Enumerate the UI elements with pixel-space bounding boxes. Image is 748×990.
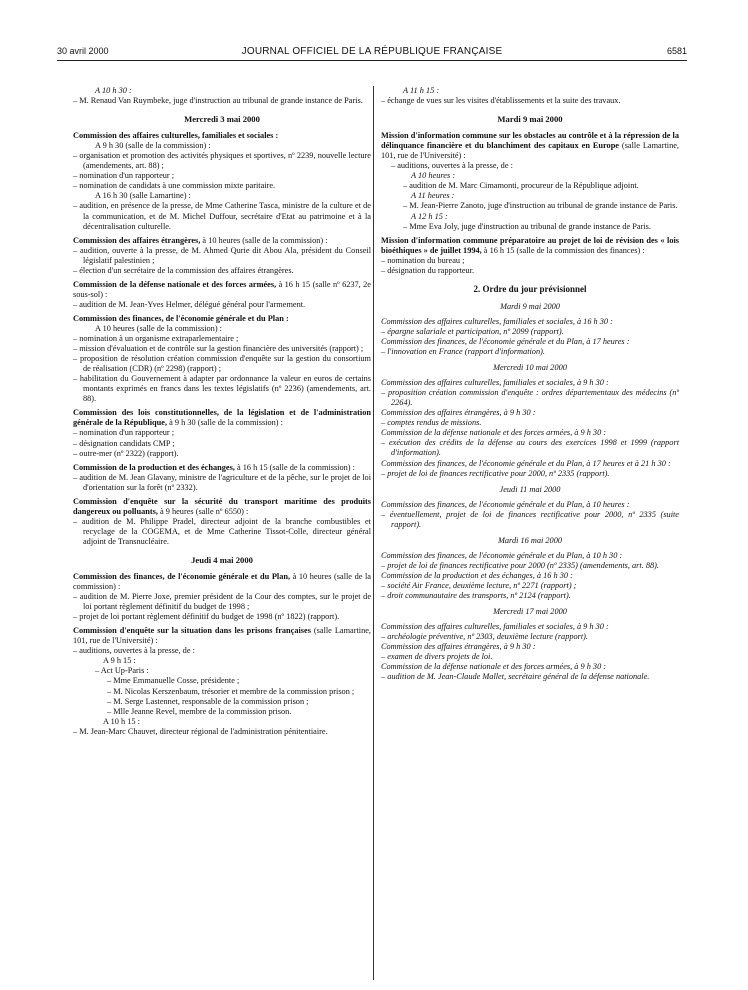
agenda-item: – habilitation du Gouvernement à adapter par ordonnance la valeur en euros de certains montants exprimés en francs dans les textes législatifs (nº 2236) (amendements, art. 88). — [73, 374, 371, 404]
committee-entry — [73, 236, 371, 246]
agenda-subitem: – M. Nicolas Kerszenbaum, trésorier et membre de la commission prison ; — [107, 686, 355, 696]
day-heading: Jeudi 11 mai 2000 — [499, 484, 561, 494]
column-divider — [373, 86, 374, 980]
agenda-item: – société Air France, deuxième lecture, nº 2271 (rapport) ; — [381, 580, 577, 590]
committee-entry: Commission de la défense nationale et des forces armées, à 9 h 30 : — [381, 428, 607, 438]
time-label: A 16 h 30 (salle Lamartine) : — [95, 191, 191, 201]
time-label: A 9 h 30 (salle de la commission) : — [95, 141, 211, 151]
agenda-item: – proposition de résolution création commission d'enquête sur la gestion du consortium de réalisation (CDR) (nº 2298) (rapport) ; — [73, 354, 371, 374]
committee-title: Commission d'enquête sur la sécurité du transport maritime des produits dangereux ou polluants, — [73, 496, 371, 516]
right-column — [381, 86, 679, 682]
committee-entry: Commission des finances, de l'économie générale et du Plan, à 10 heures : — [381, 499, 630, 509]
agenda-item: – examen de divers projets de loi. — [381, 652, 493, 662]
agenda-item: – nomination d'un rapporteur ; — [73, 428, 175, 438]
agenda-item: – archéologie préventive, nº 2303, deuxième lecture (rapport). — [381, 632, 589, 642]
time-label: A 10 h 15 : — [103, 716, 140, 726]
agenda-subitem: – Mlle Jeanne Revel, membre de la commission prison. — [107, 706, 292, 716]
agenda-item: – proposition création commission d'enquête : ordres départementaux des médecins (nº 2264). — [381, 388, 679, 408]
mission-entry — [381, 131, 679, 161]
day-heading: Mardi 9 mai 2000 — [497, 114, 563, 125]
committee-entry — [73, 463, 371, 473]
committee-time: à 9 h 30 (salle de la commission) : — [167, 418, 283, 428]
day-heading: Mercredi 17 mai 2000 — [493, 607, 567, 617]
committee-time: à 10 heures (salle de la commission) : — [73, 572, 371, 592]
header-rule — [57, 60, 687, 61]
committee-entry — [73, 280, 371, 300]
committee-entry: Commission des affaires étrangères, à 9 h 30 : — [381, 642, 536, 652]
time-label: A 9 h 15 : — [103, 656, 136, 666]
committee-entry: Commission de la production et des échanges, à 16 h 30 : — [381, 570, 573, 580]
committee-title: Commission de la défense nationale et des forces armées, — [73, 279, 277, 289]
agenda-item: – audition, ouverte à la presse, de M. Ahmed Qurie dit Abou Ala, président du Conseil législatif palestinien ; — [73, 245, 371, 265]
day-heading: Mardi 9 mai 2000 — [500, 301, 560, 311]
page-number: 6581 — [666, 46, 687, 56]
committee-entry: Commission des affaires étrangères, à 9 h 30 : — [381, 408, 536, 418]
time-label: A 10 heures (salle de la commission) : — [95, 323, 222, 333]
committee-time: à 16 h 15 (salle nº 6237, 2e sous-sol) : — [73, 279, 371, 299]
time-label: A 11 h 15 : — [403, 86, 440, 95]
agenda-item: – M. Renaud Van Ruymbeke, juge d'instruction au tribunal de grande instance de Paris. — [73, 96, 363, 106]
agenda-item: – éventuellement, projet de loi de finances rectificative pour 2000, nº 2335 (suite rapport). — [381, 509, 679, 529]
agenda-item: – projet de loi portant règlement définitif du budget de 1998 (nº 1822) (rapport). — [73, 612, 340, 622]
committee-time: à 10 heures (salle de la commission) : — [200, 235, 328, 245]
agenda-item: – audition de M. Jean-Claude Mallet, secrétaire général de la défense nationale. — [381, 672, 650, 682]
agenda-item: – élection d'un secrétaire de la commission des affaires étrangères. — [73, 265, 294, 275]
agenda-item: – organisation et promotion des activités physiques et sportives, nº 2239, nouvelle lecture (amendements, art. 88) ; — [73, 151, 371, 171]
day-heading: Mercredi 10 mai 2000 — [493, 363, 567, 373]
agenda-item: – comptes rendus de missions. — [381, 418, 482, 428]
mission-title: Mission d'information commune préparatoire au projet de loi de révision des « lois bioéthiques » de juillet 1994, — [381, 235, 679, 255]
committee-entry — [73, 572, 371, 592]
committee-time: (salle Lamartine, 101, rue de l'Université) : — [73, 626, 371, 646]
journal-title: JOURNAL OFFICIEL DE LA RÉPUBLIQUE FRANÇAISE — [241, 46, 503, 57]
time-label: A 11 heures : — [411, 191, 455, 201]
agenda-item: – mission d'évaluation et de contrôle sur la gestion financière des universités (rapport) ; — [73, 344, 364, 354]
day-heading: Jeudi 4 mai 2000 — [191, 554, 253, 565]
page-header — [57, 42, 687, 60]
committee-title: Commission des affaires étrangères, — [73, 235, 201, 245]
agenda-item: – exécution des crédits de la défense au cours des exercices 1998 et 1999 (rapport d'information). — [381, 438, 679, 458]
agenda-item: – auditions, ouvertes à la presse, de : — [391, 161, 513, 171]
agenda-item: – projet de loi de finances rectificative pour 2000, nº 2335 (rapport). — [381, 468, 610, 478]
agenda-item: – outre-mer (nº 2322) (rapport). — [73, 448, 179, 458]
committee-entry — [73, 626, 371, 646]
agenda-item: – l'innovation en France (rapport d'information). — [381, 347, 545, 357]
header-date: 30 avril 2000 — [57, 46, 109, 56]
committee-entry: Commission des affaires culturelles, familiales et sociales, à 9 h 30 : — [381, 622, 609, 632]
committee-entry: Commission de la défense nationale et des forces armées, à 9 h 30 : — [381, 662, 607, 672]
committee-time: à 9 heures (salle nº 6550) : — [157, 506, 249, 516]
left-column — [73, 86, 371, 737]
agenda-item: – nomination de candidats à une commission mixte paritaire. — [73, 181, 276, 191]
committee-entry: Commission des affaires culturelles, familiales et sociales, à 16 h 30 : — [381, 316, 613, 326]
time-label: A 10 heures : — [411, 171, 456, 181]
agenda-item: – audition de M. Pierre Joxe, premier président de la Cour des comptes, sur le projet de loi portant règlement définitif du budget de 1998 ; — [73, 592, 371, 612]
day-heading: Mardi 16 mai 2000 — [498, 535, 562, 545]
agenda-item: – nomination d'un rapporteur ; — [73, 171, 175, 181]
agenda-item: – M. Jean-Marc Chauvet, directeur régional de l'administration pénitentiaire. — [73, 726, 328, 736]
agenda-item: – projet de loi de finances rectificative pour 2000 (nº 2335) (amendements, art. 88). — [381, 560, 660, 570]
section-heading: 2. Ordre du jour prévisionnel — [473, 283, 587, 294]
agenda-item: – désignation candidats CMP ; — [73, 438, 175, 448]
committee-title: Commission d'enquête sur la situation dans les prisons françaises — [73, 626, 311, 636]
agenda-item: – échange de vues sur les visites d'établissements et la suite des travaux. — [381, 96, 621, 106]
agenda-item: – nomination à un organisme extraparlementaire ; — [73, 334, 239, 344]
mission-location: (salle Lamartine, 101, rue de l'Université) : — [381, 141, 680, 161]
agenda-item: – auditions, ouvertes à la presse, de : — [73, 646, 195, 656]
agenda-subitem: – Mme Emmanuelle Cosse, présidente ; — [107, 676, 240, 686]
committee-entry: Commission des affaires culturelles, familiales et sociales, à 9 h 30 : — [381, 378, 609, 388]
agenda-item: – audition de M. Jean Glavany, ministre de l'agriculture et de la pêche, sur le projet de loi d'orientation sur la forêt (nº 2332). — [73, 472, 371, 492]
agenda-item: – droit communautaire des transports, nº 2124 (rapport). — [381, 591, 571, 601]
committee-title: Commission de la production et des échanges, — [73, 462, 235, 472]
committee-title: Commission des finances, de l'économie générale et du Plan, — [73, 572, 291, 582]
agenda-item: – Act Up-Paris : — [95, 666, 149, 676]
agenda-item: – désignation du rapporteur. — [381, 265, 475, 275]
agenda-item: – Mme Eva Joly, juge d'instruction au tribunal de grande instance de Paris. — [403, 221, 651, 231]
committee-entry — [73, 497, 371, 517]
committee-entry: Commission des finances, de l'économie générale et du Plan, à 17 heures : — [381, 336, 630, 346]
mission-title: Mission d'information commune sur les obstacles au contrôle et à la répression de la délinquance financière et du blanchiment des capitaux en Europe — [381, 131, 679, 151]
committee-entry: Commission des finances, de l'économie générale et du Plan, à 10 h 30 : — [381, 550, 623, 560]
mission-location: à 16 h 15 (salle de la commission des finances) : — [481, 245, 645, 255]
committee-title: Commission des affaires culturelles, familiales et sociales : — [73, 131, 279, 141]
time-label: A 10 h 30 : — [95, 86, 132, 95]
mission-entry — [381, 236, 679, 256]
committee-title: Commission des finances, de l'économie générale et du Plan : — [73, 313, 289, 323]
agenda-item: – audition, en présence de la presse, de Mme Catherine Tasca, ministre de la culture et de la communication, et de M. Michel Duffour, secrétaire d'Etat au patrimoine et à la décentralisation culturelle. — [73, 201, 371, 231]
committee-entry: Commission des finances, de l'économie générale et du Plan, à 17 heures et à 21 h 30 : — [381, 458, 671, 468]
time-label: A 12 h 15 : — [411, 211, 448, 221]
agenda-subitem: – M. Serge Lastennet, responsable de la commission prison ; — [107, 696, 309, 706]
committee-time: à 16 h 15 (salle de la commission) : — [234, 462, 355, 472]
agenda-item: – audition de M. Marc Cimamonti, procureur de la République adjoint. — [403, 181, 639, 191]
agenda-item: – audition de M. Philippe Pradel, directeur adjoint de la branche combustibles et recyclage de la COGEMA, et de Mme Catherine Tissot-Colle, directeur général adjoint de Transnucléaire. — [73, 516, 371, 546]
agenda-item: – épargne salariale et participation, nº 2099 (rapport). — [381, 326, 564, 336]
committee-entry — [73, 408, 371, 428]
agenda-item: – nomination du bureau ; — [381, 255, 465, 265]
agenda-item: – M. Jean-Pierre Zanoto, juge d'instruction au tribunal de grande instance de Paris. — [403, 201, 678, 211]
committee-title: Commission des lois constitutionnelles, de la législation et de l'administration générale de la République, — [73, 408, 371, 428]
agenda-item: – audition de M. Jean-Yves Helmer, délégué général pour l'armement. — [73, 299, 306, 309]
day-heading: Mercredi 3 mai 2000 — [184, 114, 260, 125]
